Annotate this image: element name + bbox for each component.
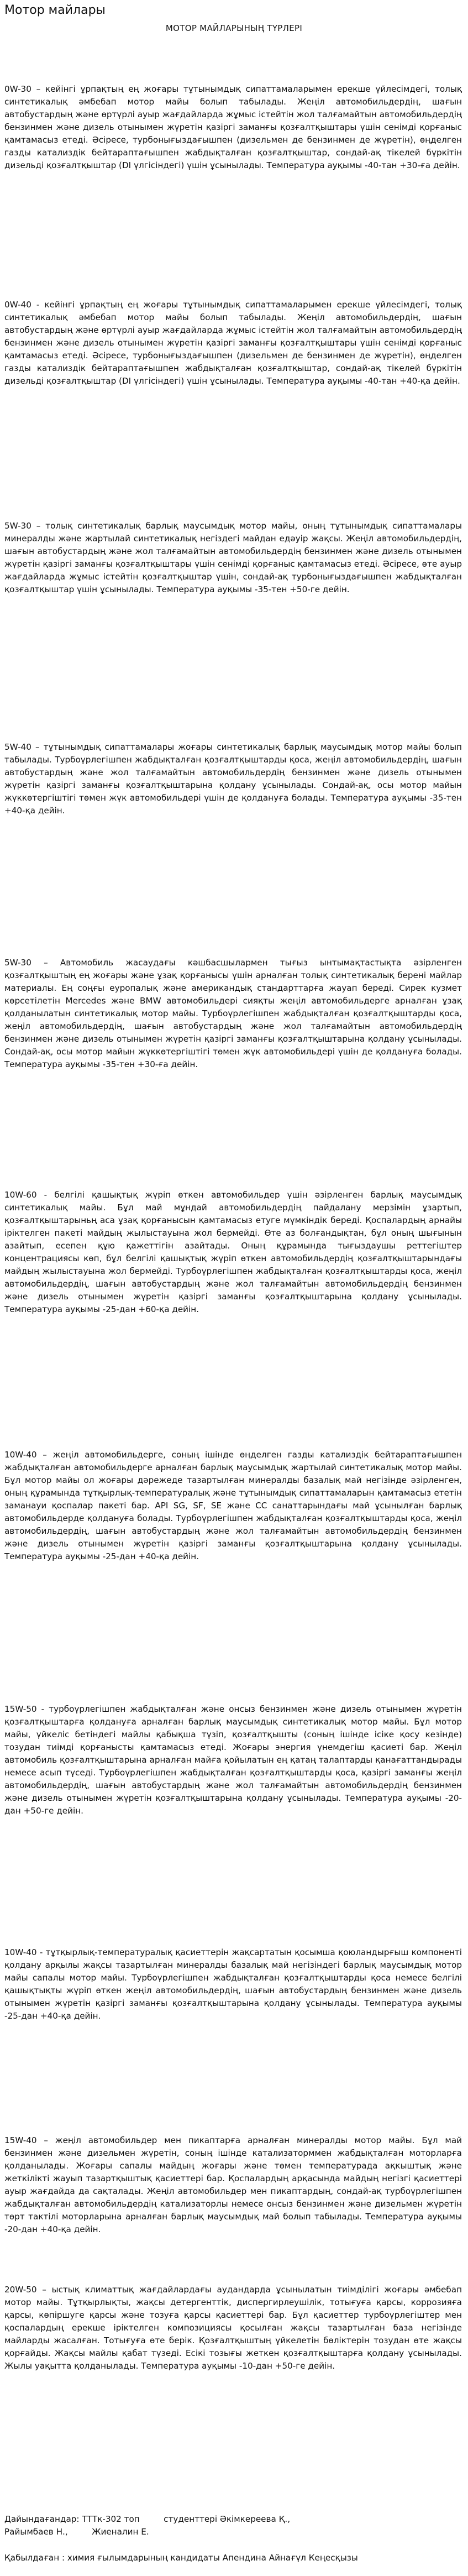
- paragraph-15w50: 15W-50 - турбоүрлегішпен жабдықталған және онсыз бензинмен және дизель отынымен жүретін қозғалтқыштарға қолдануға арналған барлық маусымдық синтетикалық мотор майы. Бұл мотор майы, үйкеліс бетіндегі майлы қабықша түзіп, қозғалтқышты (соның ішінде ісіке қосу кезінде) тозудан тиімді қорғанысты қамтамасыз етеді. Жоғары энергия үнемдегіш қасиеті бар. Жеңіл автомобиль қозғалтқыштарына арналған майға қойылатын ең қатаң талаптарды қанағаттандырады немесе асып түседі. Турбоүрлегішпен жабдықталған қозғалтқыштарды қоса, қазіргі заманғы жеңіл автомобильдердің, шағын автобустардың және жол талғамайтын автомобильдердің бензинмен және дизель отынымен жүретін қозғалтқыштарына қолдану ұсынылады. Температура ауқымы -20-дан +50-ге дейін.: [4, 1704, 462, 1816]
- document-subtitle: МОТОР МАЙЛАРЫНЫҢ ТҮРЛЕРІ: [165, 23, 303, 33]
- page-heading: Мотор майлары: [4, 3, 106, 17]
- paragraph-0w30: 0W-30 – кейінгі ұрпақтың ең жоғары тұтынымдық сипаттамаларымен ерекше үйлесімдегі, толық синтетикалық әмбебап мотор майы болып табылады. Жеңіл автомобильдердің, шағын автобустардың және өртүрлі ауыр жағдайларда жұмыс істейтін жол талғамайтын автомобильдердің бензинмен және дизель отынымен жүретін қазіргі заманғы қозғалтқыштары үшін сенімді қорғаныс қамтамасыз етеді. Әсіресе, турбонығыздағышпен (дизельмен де бензинмен де жүретін), өңделген газды катализдік бейтараптағышпен жабдықталған қозғалтқыштар, сондай-ақ тікелей бүркітін дизельді қозғалтқыштар (DI үлгісіндегі) үшін ұсынылады. Температура ауқымы -40-тан +30-ға дейін.: [4, 84, 462, 170]
- paragraph-15w40: 15W-40 – жеңіл автомобильдер мен пикаптарға арналған минералды мотор майы. Бұл май бензинмен және дизельмен жүретін, соның ішінде катализаторммен жабдықталған моторларға қолданылады. Жоғары сапалы майдың жоғары және төмен температурада ақкыштық және жеткілікті жауып тазартқыштық қасиеттері бар. Қоспалардың арқасында майдың негізгі қасиеттері ауыр жағдайда да сақталады. Жеңіл автомобильдер мен пикаптардың, сондай-ақ турбоүрлегішпен жабдықталған автомобильдердің катализаторлы немесе онсыз бензинмен және дизельмен жүретін төрт тактілі моторларына арналған барлық маусымдық май болып табылады. Температура ауқымы -20-дан +40-қа дейін.: [4, 2135, 462, 2234]
- paragraph-20w50: 20W-50 – ыстық климаттық жағдайлардағы аудандарда ұсынылатын тиімділігі жоғары әмбебап мотор майы. Тұтқырлықты, жақсы детергенттік, диспергирлеушілік, тотығуға қарсы, коррозияға қарсы, көпіршуге қарсы және тозуға қарсы қасиеттері бар. Бұл қасиеттер турбоүрлегіштер мен қоспалардың ерекше іріктелген композициясы қосылған жақсы тазартылған база негізінде майларды жасалған. Тотығуға өте берік. Қозғалтқыштың үйкелетін бөліктерін тозудан өте жақсы қорғайды. Жақсы майлы қабат түзеді. Есікі тозығы жеткен қозғалтқыштарға қолдану ұсынылады. Жылы уақытта қолданылады. Температура ауқымы -10-дан +50-ге дейін.: [4, 2285, 462, 2371]
- paragraph-5w40: 5W-40 – тұтынымдық сипаттамалары жоғары синтетикалық барлық маусымдық мотор майы болып табылады. Турбоүрлегішпен жабдықталған қозғалтқыштарды қоса, жеңіл автомобильдердің, шағын автобустардың және жол талғамайтын автомобильдердің бензинмен және дизель отынымен жүретін қазіргі заманғы қозғалтқыштарына қолдану ұсынылады. Сондай-ақ, осы мотор майын жүккөтергіштігі төмен жүк автомобильдері үшін де қолдануға болады. Температура ауқымы -35-тен +40-қа дейін.: [4, 742, 462, 816]
- paragraph-0w40: 0W-40 - кейінгі ұрпақтың ең жоғары тұтынымдық сипаттамаларымен ерекше үйлесімдегі, толық синтетикалық әмбебап мотор майы болып табылады. Жеңіл автомобильдердің, шағын автобустардың және өртүрлі ауыр жағдайларда жұмыс істейтін жол талғамайтын автомобильдердің бензинмен және дизель отынымен жүретін қазіргі заманғы қозғалтқыштары үшін сенімді қорғаныс қамтамасыз етеді. Әсіресе, турбонығыздағышпен (дизельмен де бензинмен де жүретін), өңделген газды катализдік бейтараптағышпен жабдықталған қозғалтқыштар, сондай-ақ тікелей бүркітін дизельді қозғалтқыштар (DI үлгісіндегі) үшін ұсынылады. Температура ауқымы -40-тан +40-қа дейін.: [4, 300, 462, 386]
- paragraph-10w60: 10W-60 - белгілі қашықтық жүріп өткен автомобильдер үшін әзірленген барлық маусымдық синтетикалық майы. Бұл май мұндай автомобильдердің пайдалану мерзімін ұзартып, қозғалтқыштарыньң аса ұзақ қорғанысын қамтамасыз етуге мүмкіндік береді. Қоспалардың арнайы іріктелген пакеті майдың жылыстауына жол бермейді. Өте аз болғандықтан, бұл оның шығынын азайтып, есепен құю қажеттігін азайтады. Оның құрамында тығыздаушы реттегіштер концентрациясы көп, бұл белгілі қашықтық жүріп өткен автомобильдердің қозғалтқыштарындағы майдың жылыстауына жол бермейді. Турбоүрлегішпен жабдықталған қозғалтқыштарды қоса, жеңіл автомобильдердің, шағын автобустардың және жол талғамайтын автомобильдердің бензинмен және дизель отынымен жүретін қазіргі заманғы қозғалтқыштарына қолдану ұсынылады. Температура ауқымы -25-дан +60-қа дейін.: [4, 1190, 462, 1314]
- paragraph-10w40-semi-synthetic: 10W-40 – жеңіл автомобильдерге, соның ішінде өңделген газды катализдік бейтараптағышпен жабдықталған автомобильдерге арналған барлық маусымдық жартылай синтетикалық мотор майы. Бұл мотор майы ол жоғары дәрежеде тазартылған минералды базалық май негізінде әзірленген, оның құрамында тұтқырлық-температуралық және тұтынымдық сипаттамаларын қамтамасыз ететін заманауи қоспалар пакеті бар. API SG, SF, SE және CC санаттарындағы май ұсынылған барлық автомобильдерде қолдануға болады. Турбоүрлегішпен жабдықталған қозғалтқыштарды қоса, жеңіл автомобильдердің, шағын автобустардың және жол талғамайтын автомобильдердің бензинмен және дизель отынымен жүретін қазіргі заманғы қозғалтқыштарына қолдану ұсынылады. Температура ауқымы -25-дан +40-қа дейін.: [4, 1450, 462, 1561]
- paragraph-5w30: 5W-30 – толық синтетикалық барлық маусымдық мотор майы, оның тұтынымдық сипаттамалары минералды және жартылай синтетикалық негіздегі майдан едәуір жақсы. Жеңіл автомобильдердің, шағын автобустардың және жол талғамайтын автомобильдердің бензинмен және дизель отынымен жүретін қазіргі заманғы қозғалтқыштары үшін сенімді қорғаныс қамтамасыз етеді. Әсіресе, өте ауыр жағдайларда жұмыс істейтін қозғалтқыштар үшін, сондай-ақ турбонығыздағышпен жабдықталған қозғалтқыштар үшін ұсынылады. Температура ауқымы -35-тен +50-ге дейін.: [4, 521, 462, 594]
- footer-prepared-by: Дайындағандар: ТТТк-302 топ студенттері Әкімкереева Қ., Райымбаев Н., Жиеналин Е.: [4, 2514, 291, 2537]
- paragraph-10w40-mineral: 10W-40 - тұтқырлық-температуралық қасиеттерін жақсартатын қосымша қоюландырғыш компоненті қолдану арқылы жақсы тазартылған минералды базалық май негізіндегі барлық маусымдық мотор майы сапалы мотор майы. Турбоүрлегішпен жабдықталған қозғалтқыштарды қоса немесе белгілі қашықтықты жүріп өткен жеңіл автомобильдердің, шағын автобустардың бензинмен және дизель отынымен жүретін қазіргі заманғы қозғалтқыштарына қолдану ұсынылады. Температура ауқымы -25-дан +40-қа дейін.: [4, 1947, 462, 2021]
- footer-accepted-by: Қабылдаған : химия ғылымдарының кандидаты Апендина Айнағүл Кеңесқызы: [4, 2553, 358, 2563]
- paragraph-5w30-long-life: 5W-30 – Автомобиль жасаудағы кәшбасшылармен тығыз ынтымақтастықта әзірленген қозғалтқыштың ең жоғары және ұзақ қорғанысы үшін арналған толық синтетикалық берені майлар материалы. Ең соңғы еуропалық және американдық стандарттарға жауап береді. Сирек кузмет көрсетілетін Mercedes және BMW автомобильдері сияқты жеңіл автомобильдерге арналған ұзақ қолданылатын синтетикалық мотор майы. Турбоүрлегішпен жабдықталған қозғалтқыштарды қоса, жеңіл автомобильдердің, шағын автобустардың және жол талғамайтын автомобильдердің бензинмен және дизель отынымен жүретін қазіргі заманғы қозғалтқыштарына қолдану ұсынылады. Сондай-ақ, осы мотор майын жүккөтергіштігі төмен жүк автомобильдері үшін де қолдануға болады. Температура ауқымы -35-тен +30-ға дейін.: [4, 958, 462, 1069]
